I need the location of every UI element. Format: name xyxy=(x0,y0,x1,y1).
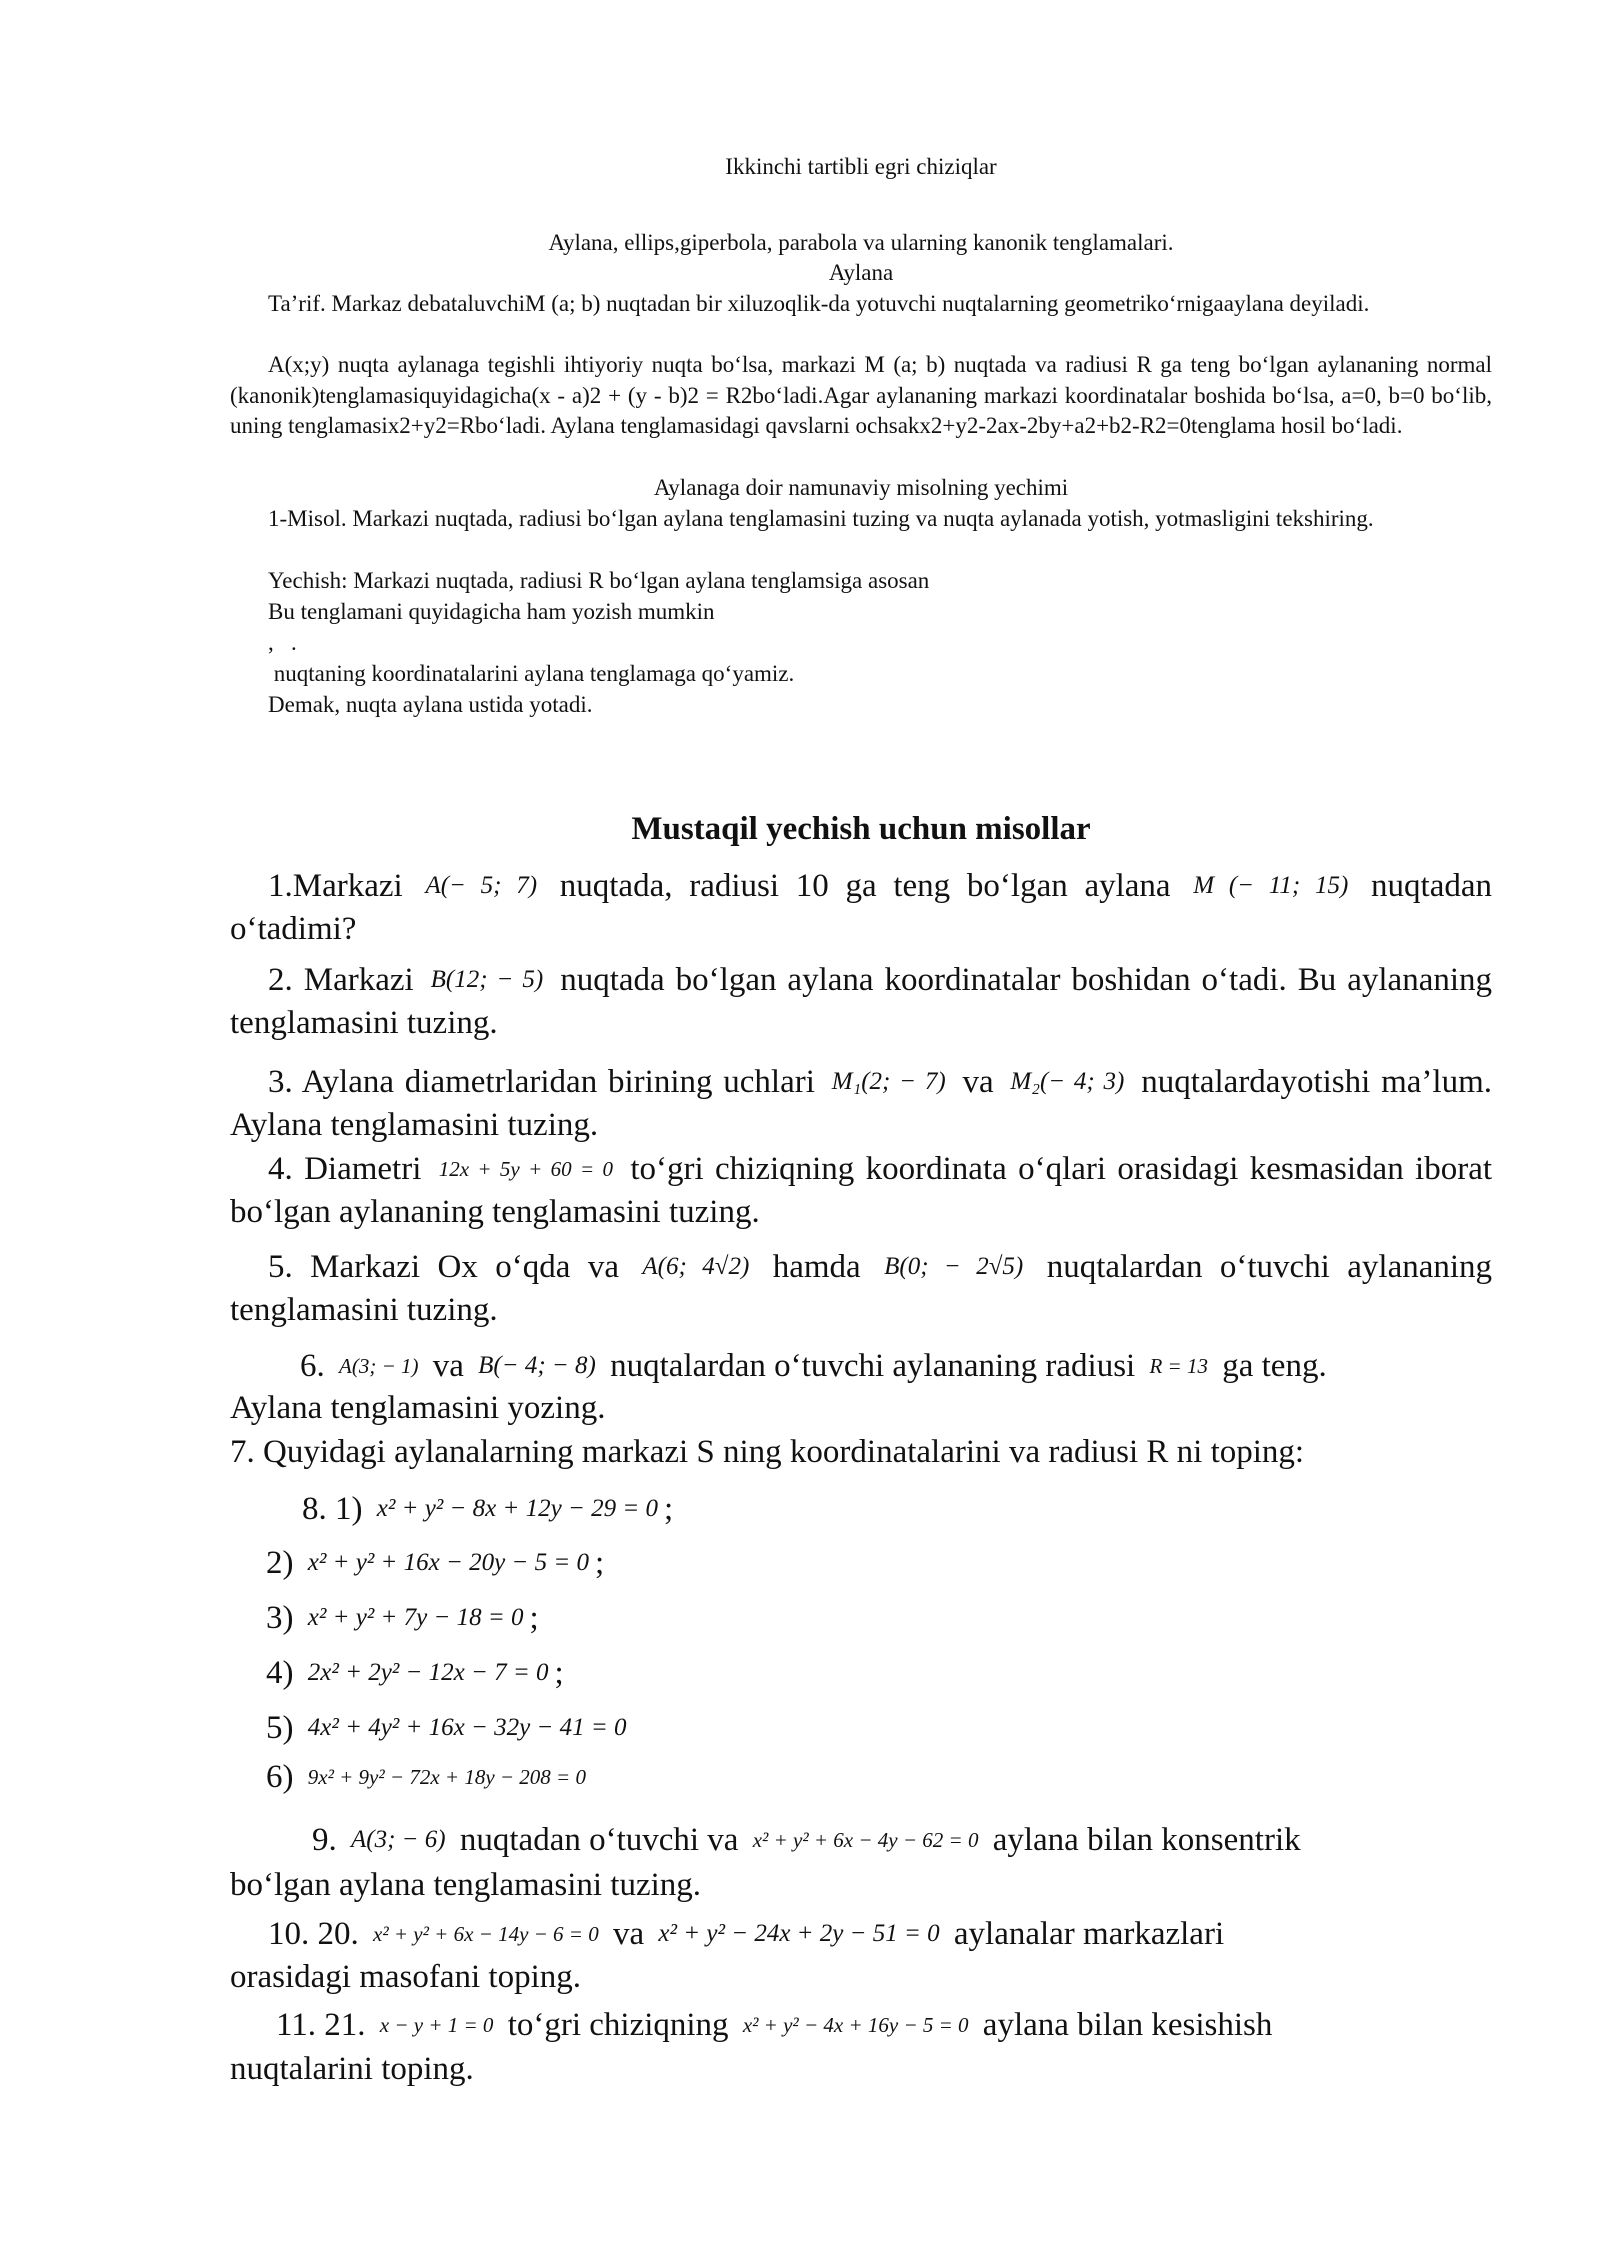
page-title: Ikkinchi tartibli egri chiziqlar xyxy=(725,154,997,179)
exercise-text: aylana bilan kesishish xyxy=(982,2007,1273,2043)
math-expression: A(3; − 6) xyxy=(351,1826,446,1853)
exercise-text: ga teng. xyxy=(1222,1348,1327,1384)
section-heading: Aylana xyxy=(828,260,894,285)
math-expression: R = 13 xyxy=(1149,1354,1208,1378)
math-expression: B(12; − 5) xyxy=(430,966,544,993)
exercise-1 xyxy=(230,864,1492,951)
math-expression: x² + y² + 6x − 4y − 62 = 0 xyxy=(752,1828,979,1852)
solution-line: , . xyxy=(268,630,297,655)
math-expression: 2x² + 2y² − 12x − 7 = 0 xyxy=(307,1659,549,1686)
math-expression: 12x + 5y + 60 = 0 xyxy=(438,1157,613,1181)
math-expression: 9x² + 9y² − 72x + 18y − 208 = 0 xyxy=(307,1765,586,1789)
exercises-heading: Mustaqil yechish uchun misollar xyxy=(631,811,1091,847)
solution-line: Demak, nuqta aylana ustida yotadi. xyxy=(268,692,593,717)
equation-item xyxy=(266,1706,632,1750)
exercise-text: nuqtadan o‘tuvchi va xyxy=(459,1822,739,1858)
subtitle: Aylana, ellips,giperbola, parabola va ularning kanonik tenglamalari. xyxy=(548,230,1174,255)
equation-item xyxy=(266,1596,539,1640)
exercise-text: 9. xyxy=(312,1822,337,1858)
equation-label: 5) xyxy=(266,1710,294,1746)
exercise-10 xyxy=(268,1912,1224,1956)
exercise-text: va xyxy=(962,1064,994,1100)
exercise-6 xyxy=(300,1344,1327,1388)
math-expression: x² + y² + 7y − 18 = 0 xyxy=(307,1604,524,1631)
exercise-text: hamda xyxy=(772,1249,861,1285)
exercise-text: 4. Diametri xyxy=(268,1151,422,1187)
equation-item xyxy=(266,1651,564,1695)
exercise-text: va xyxy=(612,1916,645,1952)
exercise-text: nuqtalardan o‘tuvchi aylananing radiusi xyxy=(610,1348,1136,1384)
equation-label: 2) xyxy=(266,1545,294,1581)
exercise-3 xyxy=(230,1060,1492,1147)
solution-line: nuqtaning koordinatalarini aylana tenglamaga qo‘yamiz. xyxy=(268,661,795,686)
equation-label: 4) xyxy=(266,1655,294,1691)
exercise-10-cont: orasidagi masofani toping. xyxy=(230,1959,582,1995)
equation-item xyxy=(266,1541,604,1585)
exercise-7: 7. Quyidagi aylanalarning markazi S ning koordinatalarini va radiusi R ni toping: xyxy=(230,1434,1305,1470)
exercise-text: nuqtalardayotishi ma’lum. Aylana tenglamasini tuzing. xyxy=(230,1064,1492,1143)
exercise-11 xyxy=(276,2004,1272,2047)
math-expression: B(0; − 2√5) xyxy=(884,1253,1024,1280)
definition-paragraph: Ta’rif. Markaz debataluvchiM (a; b) nuqtadan bir xiluzoqlik-da yotuvchi nuqtalarning geometriko‘rnigaaylana deyiladi. xyxy=(268,291,1370,316)
equation-end: ; xyxy=(594,1545,605,1581)
math-expression: x − y + 1 = 0 xyxy=(379,2013,494,2037)
math-expression: A(6; 4√2) xyxy=(642,1253,750,1280)
exercise-5 xyxy=(230,1245,1492,1332)
math-expression: M₁(2; − 7) xyxy=(831,1068,946,1095)
exercise-text: 2. Markazi xyxy=(268,962,414,998)
equation-end: ; xyxy=(663,1491,674,1527)
math-expression: B(− 4; − 8) xyxy=(478,1352,596,1379)
theory-paragraph: A(x;y) nuqta aylanaga tegishli ihtiyoriy nuqta bo‘lsa, markazi M (a; b) nuqtada va radiusi R ga teng bo‘lgan aylananing normal (kanonik)tenglamasiquyidagicha(x - a)2 + (y - b)2 = R2bo‘ladi.Agar aylananing markazi koordinatalar boshida bo‘lsa, a=0, b=0 bo‘lib, uning tenglamasix2+y2=Rbo‘ladi. Aylana tenglamasidagi qavslarni ochsakx2+y2-2ax-2by+a2+b2-R2=0tenglama hosil bo‘ladi. xyxy=(230,352,1492,439)
example-problem: 1-Misol. Markazi nuqtada, radiusi bo‘lgan aylana tenglamasini tuzing va nuqta aylanada yotish, yotmasligini tekshiring. xyxy=(268,506,1374,531)
math-expression: M₂(− 4; 3) xyxy=(1010,1068,1125,1095)
math-expression: x² + y² − 8x + 12y − 29 = 0 xyxy=(376,1495,658,1522)
exercise-2 xyxy=(230,958,1492,1045)
solution-line: Bu tenglamani quyidagicha ham yozish mumkin xyxy=(268,599,715,624)
math-expression: A(3; − 1) xyxy=(339,1354,419,1378)
equation-label: 6) xyxy=(266,1759,294,1795)
exercise-text: 11. 21. xyxy=(276,2007,366,2043)
exercise-text: va xyxy=(432,1348,464,1384)
exercise-text: to‘gri chiziqning xyxy=(507,2007,729,2043)
math-expression: x² + y² + 6x − 14y − 6 = 0 xyxy=(373,1922,599,1946)
exercise-text: aylana bilan konsentrik xyxy=(992,1822,1301,1858)
exercise-text: 3. Aylana diametrlaridan birining uchlari xyxy=(268,1064,815,1100)
equation-end: ; xyxy=(529,1600,539,1636)
exercise-9 xyxy=(312,1818,1301,1862)
math-expression: x² + y² − 24x + 2y − 51 = 0 xyxy=(658,1920,940,1947)
equation-label: 3) xyxy=(266,1600,294,1636)
equation-item xyxy=(266,1756,592,1799)
exercise-text: to‘gri chiziqning koordinata o‘qlari orasidagi kesmasidan iborat bo‘lgan aylananing tenglamasini tuzing. xyxy=(230,1151,1493,1230)
equation-end: ; xyxy=(554,1655,564,1691)
math-expression: x² + y² + 16x − 20y − 5 = 0 xyxy=(307,1549,589,1576)
exercise-text: 5. Markazi Ox o‘qda va xyxy=(268,1249,619,1285)
equation-label: 8. 1) xyxy=(302,1491,363,1527)
exercise-text: nuqtalardan o‘tuvchi aylananing tenglamasini tuzing. xyxy=(230,1249,1493,1328)
exercise-text: nuqtada bo‘lgan aylana koordinatalar boshidan o‘tadi. Bu aylananing tenglamasini tuzing. xyxy=(230,962,1493,1041)
exercise-text: nuqtadan o‘tadimi? xyxy=(230,868,1493,947)
math-expression: M (− 11; 15) xyxy=(1193,872,1349,899)
exercise-text: 6. xyxy=(300,1348,325,1384)
exercise-11-cont: nuqtalarini toping. xyxy=(230,2051,474,2087)
equation-item xyxy=(302,1487,673,1531)
exercise-text: 10. 20. xyxy=(268,1916,359,1952)
exercise-text: aylanalar markazlari xyxy=(953,1916,1225,1952)
solution-line: Yechish: Markazi nuqtada, radiusi R bo‘lgan aylana tenglamsiga asosan xyxy=(268,568,930,593)
exercise-text: nuqtada, radiusi 10 ga teng bo‘lgan aylana xyxy=(559,868,1171,904)
example-heading: Aylanaga doir namunaviy misolning yechimi xyxy=(653,475,1069,500)
exercise-9-cont: bo‘lgan aylana tenglamasini tuzing. xyxy=(230,1867,702,1903)
exercise-text: 1.Markazi xyxy=(268,868,403,904)
math-expression: A(− 5; 7) xyxy=(425,872,538,899)
math-expression: 4x² + 4y² + 16x − 32y − 41 = 0 xyxy=(307,1714,627,1741)
exercise-4 xyxy=(230,1148,1492,1234)
exercise-6-cont: Aylana tenglamasini yozing. xyxy=(230,1390,606,1426)
math-expression: x² + y² − 4x + 16y − 5 = 0 xyxy=(742,2013,969,2037)
